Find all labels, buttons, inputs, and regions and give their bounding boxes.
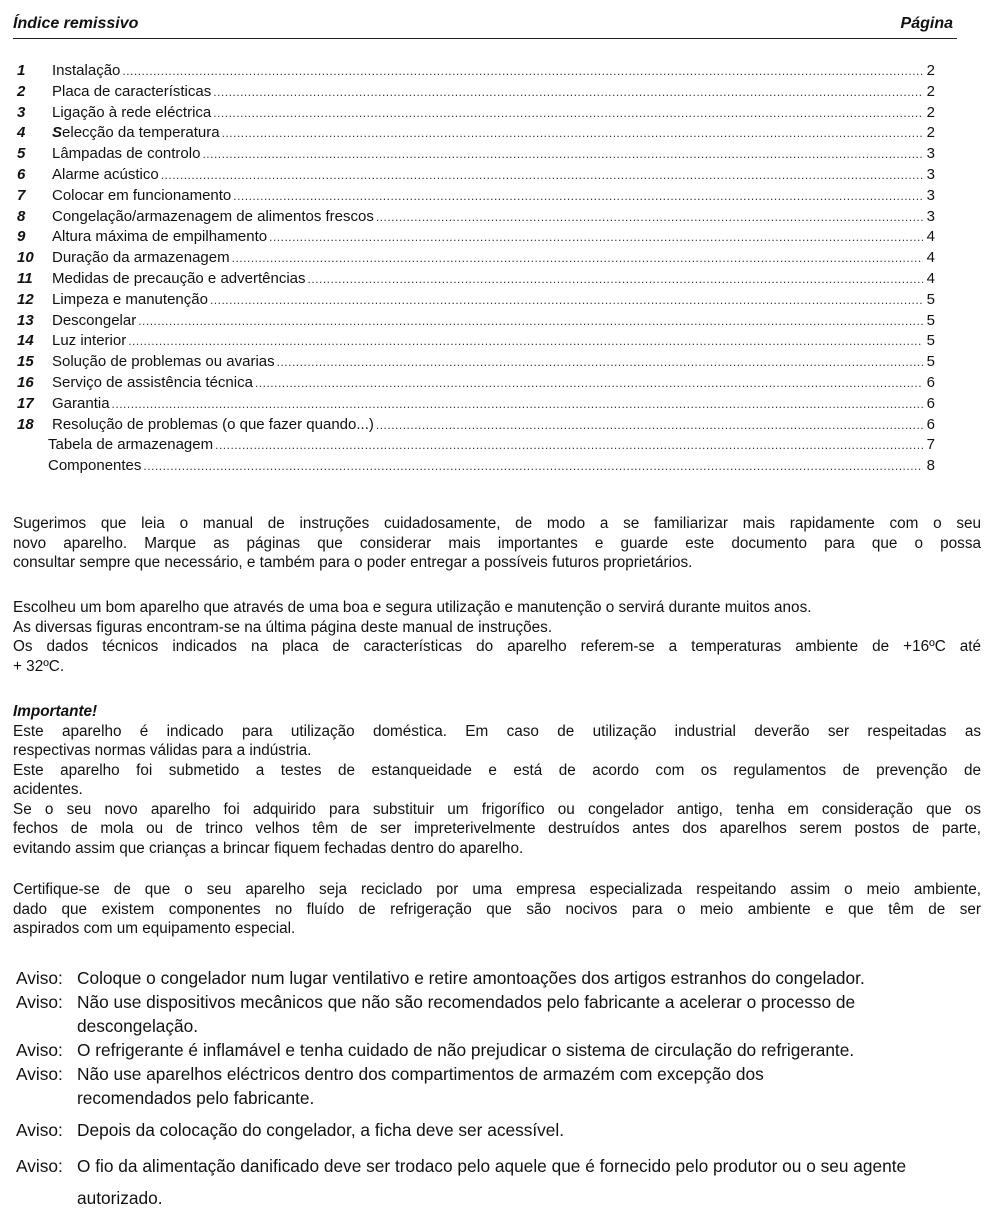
toc-page-number: 3	[926, 145, 935, 163]
warning-item	[16, 1118, 1001, 1142]
warning-text: Não use aparelhos eléctricos dentro dos compartimentos de armazém com excepção dos recomendados pelo fabricante.	[77, 1064, 764, 1108]
warning-text: Depois da colocação do congelador, a ficha deve ser acessível.	[77, 1120, 565, 1140]
toc-entry-2[interactable]	[17, 82, 935, 103]
toc-label: Tabela de armazenagem	[48, 435, 214, 456]
toc-page-number: 3	[926, 207, 935, 225]
toc-page-column-label: Página	[900, 15, 953, 32]
toc-label: Medidas de precaução e advertências	[52, 269, 307, 290]
dot-leader	[376, 415, 923, 436]
toc-page-number: 5	[926, 311, 935, 329]
toc-label: Ligação à rede eléctrica	[52, 103, 212, 124]
intro-paragraph	[13, 514, 981, 573]
toc-entry-11[interactable]	[17, 269, 935, 290]
toc-page-number: 5	[926, 332, 935, 350]
dot-leader	[233, 186, 923, 207]
dot-leader	[122, 61, 923, 82]
dot-leader	[202, 144, 923, 165]
toc-entry-16[interactable]	[17, 373, 935, 394]
toc-label: Solução de problemas ou avarias	[52, 352, 276, 373]
recycling-paragraph	[13, 880, 981, 939]
toc-label: Resolução de problemas (o que fazer quando...)	[52, 415, 375, 436]
warning-text: O refrigerante é inflamável e tenha cuidado de não prejudicar o sistema de circulação do refrigerante.	[77, 1040, 855, 1060]
text-line: Se o seu novo aparelho foi adquirido para substituir um frigorífico ou congelador antigo, tenha em consideração que os	[13, 800, 981, 818]
text-line: Escolheu um bom aparelho que através de uma boa e segura utilização e manutenção o servirá durante muitos anos.	[13, 599, 812, 616]
toc-page-number: 4	[926, 249, 935, 267]
toc-page-number: 6	[926, 373, 935, 391]
toc-page-number: 4	[926, 228, 935, 246]
toc-entry-storage-table[interactable]	[17, 435, 935, 456]
toc-entry-1[interactable]	[17, 61, 935, 82]
toc-label: Descongelar	[52, 311, 137, 332]
toc-entry-7[interactable]	[17, 186, 935, 207]
toc-number: 5	[17, 145, 26, 163]
warning-prefix: Aviso:	[16, 1064, 63, 1084]
text-line: Certifique-se de que o seu aparelho seja reciclado por uma empresa especializada respeitando assim o meio ambiente,	[13, 881, 981, 898]
text-line: + 32ºC.	[13, 657, 65, 675]
toc-entry-17[interactable]	[17, 394, 935, 415]
toc-page-number: 3	[926, 186, 935, 204]
warnings-list	[16, 966, 1001, 1214]
toc-page-number: 4	[926, 269, 935, 287]
toc-label: Instalação	[52, 61, 121, 82]
dot-leader	[222, 123, 923, 144]
toc-title: Índice remissivo	[13, 15, 139, 32]
dot-leader	[376, 207, 923, 228]
toc-page-number: 2	[926, 124, 935, 142]
toc-page-number: 3	[926, 165, 935, 183]
toc-page-number: 5	[926, 290, 935, 308]
toc-number: 9	[17, 228, 26, 246]
dot-leader	[308, 269, 924, 290]
text-line: Os dados técnicos indicados na placa de características do aparelho referem-se a temperaturas ambiente de +16ºC até	[13, 638, 981, 655]
choice-paragraph	[13, 598, 981, 676]
toc-number: 8	[17, 207, 26, 225]
warning-item	[16, 1038, 1001, 1062]
toc-page-number: 2	[926, 82, 935, 100]
warning-prefix: Aviso:	[16, 968, 63, 988]
warning-prefix: Aviso:	[16, 1040, 63, 1060]
toc-number: 15	[17, 353, 34, 371]
important-heading: Importante!	[13, 703, 98, 720]
text-line: evitando assim que crianças a brincar fiquem fechadas dentro do aparelho.	[13, 839, 524, 857]
dot-leader	[213, 82, 923, 103]
toc-page-number: 7	[926, 436, 935, 454]
toc-label: Colocar em funcionamento	[52, 186, 232, 207]
warning-prefix: Aviso:	[16, 1156, 63, 1176]
toc-number: 14	[17, 332, 34, 350]
text-line: Sugerimos que leia o manual de instruções cuidadosamente, de modo a se familiarizar mais rapidamente com o seu	[13, 515, 981, 532]
toc-entry-8[interactable]	[17, 207, 935, 228]
dot-leader	[138, 311, 923, 332]
text-line: As diversas figuras encontram-se na última página deste manual de instruções.	[13, 618, 553, 636]
toc-label: Garantia	[52, 394, 111, 415]
toc-page-number: 6	[926, 415, 935, 433]
dot-leader	[210, 290, 923, 311]
toc-number: 11	[17, 269, 33, 287]
warning-text: O fio da alimentação danificado deve ser trodaco pelo aquele que é fornecido pelo produtor ou o seu agente autorizado.	[77, 1156, 907, 1208]
toc-entry-6[interactable]	[17, 165, 935, 186]
toc-label-initial: S	[52, 124, 63, 142]
text-line: novo aparelho. Marque as páginas que considerar mais importantes e guarde este documento para que o possa	[13, 534, 981, 552]
toc-page-number: 5	[926, 353, 935, 371]
toc-page-number: 2	[926, 62, 935, 79]
text-line: consultar sempre que necessário, e também para o poder entregar a possíveis futuros proprietários.	[13, 554, 693, 571]
warning-item	[16, 990, 1001, 1038]
dot-leader	[215, 435, 923, 456]
toc-label: Altura máxima de empilhamento	[52, 227, 268, 248]
dot-leader	[128, 331, 923, 352]
toc-label-rest: elecção da temperatura	[62, 124, 220, 142]
text-line: fechos de mola ou de trinco velhos têm de ser impreterivelmente destruídos antes dos aparelhos serem postos de parte,	[13, 820, 981, 837]
toc-entry-13[interactable]	[17, 311, 935, 332]
toc-entry-9[interactable]	[17, 227, 935, 248]
toc-label: Lâmpadas de controlo	[52, 144, 201, 165]
toc-number: 16	[17, 373, 34, 391]
toc-entry-3[interactable]	[17, 103, 935, 124]
important-section	[13, 702, 981, 858]
toc-number: 17	[17, 394, 34, 412]
toc-entry-18[interactable]	[17, 415, 935, 436]
warning-item	[16, 1150, 1001, 1214]
text-line: respectivas normas válidas para a indústria.	[13, 742, 312, 759]
toc-label: Duração da armazenagem	[52, 248, 231, 269]
warning-item	[16, 1062, 1001, 1110]
warning-text: Não use dispositivos mecânicos que não são recomendados pelo fabricante a acelerar o processo de descongelação.	[77, 992, 856, 1036]
toc-entry-4[interactable]	[17, 123, 935, 144]
warning-prefix: Aviso:	[16, 1120, 63, 1140]
toc-header	[13, 14, 957, 39]
dot-leader	[277, 352, 923, 373]
toc-label: Luz interior	[52, 331, 127, 352]
toc-label	[52, 123, 221, 144]
toc-number: 18	[17, 415, 34, 433]
toc-number: 4	[17, 124, 26, 142]
toc-entry-14[interactable]	[17, 331, 935, 352]
text-line: acidentes.	[13, 781, 83, 798]
dot-leader	[255, 373, 923, 394]
text-line: Este aparelho é indicado para utilização doméstica. Em caso de utilização industrial deverão ser respeitadas as	[13, 722, 981, 740]
dot-leader	[232, 248, 923, 269]
text-line: Este aparelho foi submetido a testes de estanqueidade e está de acordo com os regulamentos de prevenção de	[13, 761, 981, 779]
toc-label: Congelação/armazenagem de alimentos frescos	[52, 207, 375, 228]
toc-entry-10[interactable]	[17, 248, 935, 269]
toc-label: Placa de características	[52, 82, 212, 103]
toc-page-number: 2	[926, 103, 935, 121]
dot-leader	[213, 103, 923, 124]
toc-label: Limpeza e manutenção	[52, 290, 209, 311]
toc-number: 13	[17, 311, 34, 329]
toc-page-number: 8	[926, 457, 935, 475]
dot-leader	[143, 456, 923, 477]
warning-item	[16, 966, 1001, 990]
text-line: dado que existem componentes no fluído de refrigeração que são nocivos para o meio ambiente e que têm de ser	[13, 900, 981, 918]
toc-page-number: 6	[926, 394, 935, 412]
toc-number: 12	[17, 290, 34, 308]
toc-label: Componentes	[48, 456, 142, 477]
warning-prefix: Aviso:	[16, 992, 63, 1012]
toc-number: 7	[17, 186, 26, 204]
toc-number: 3	[17, 103, 26, 121]
toc-entry-components[interactable]	[17, 456, 935, 477]
toc-number: 10	[17, 249, 34, 267]
dot-leader	[161, 165, 923, 186]
toc-entry-5[interactable]	[17, 144, 935, 165]
toc-entry-15[interactable]	[17, 352, 935, 373]
text-line: aspirados com um equipamento especial.	[13, 920, 296, 937]
toc-entry-12[interactable]	[17, 290, 935, 311]
dot-leader	[269, 227, 923, 248]
toc-number: 1	[17, 62, 26, 79]
dot-leader	[112, 394, 923, 415]
toc-number: 2	[17, 82, 26, 100]
toc-label: Serviço de assistência técnica	[52, 373, 254, 394]
warning-text: Coloque o congelador num lugar ventilativo e retire amontoações dos artigos estranhos do congelador.	[77, 968, 865, 988]
toc-number: 6	[17, 165, 26, 183]
toc-label: Alarme acústico	[52, 165, 160, 186]
table-of-contents	[17, 61, 935, 477]
